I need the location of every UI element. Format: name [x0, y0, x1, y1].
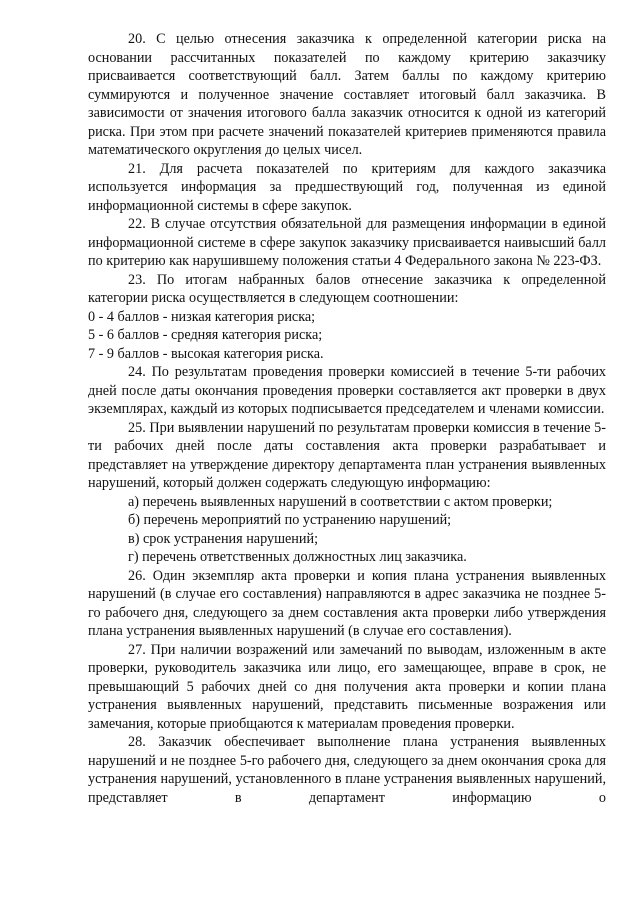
paragraph-27: 27. При наличии возражений или замечаний по выводам, изложенным в акте проверки, руководитель заказчика или лицо, его замещающее, вправе в срок, не превышающий 5 рабочих дней со дня получения акта проверки и копии плана устранения выявленных нарушений, представить письменные возражения или замечания, которые приобщаются к материалам проведения проверки. — [88, 641, 606, 732]
paragraph-28: 28. Заказчик обеспечивает выполнение плана устранения выявленных нарушений и не позднее 5-го рабочего дня, следующего за днем окончания срока для устранения нарушений, установленного в плане устранения выявленных нарушений, представляет в департамент информацию о — [88, 734, 606, 806]
list-item-c: в) срок устранения нарушений; — [128, 530, 319, 547]
paragraph-21: 21. Для расчета показателей по критериям для каждого заказчика используется информация за предшествующий год, полученная из единой информационной системы в сфере закупок. — [88, 160, 606, 214]
paragraph-22: 22. В случае отсутствия обязательной для размещения информации в единой информационной системе в сфере закупок заказчику присваивается наивысший балл по критерию как нарушившему положения статьи 4 Федерального закона № 223-ФЗ. — [88, 216, 606, 269]
risk-category-medium: 5 - 6 баллов - средняя категория риска; — [88, 327, 323, 343]
list-item-a: а) перечень выявленных нарушений в соответствии с актом проверки; — [128, 493, 553, 510]
paragraph-25: 25. При выявлении нарушений по результатам проверки комиссия в течение 5-ти рабочих дней после даты составления акта проверки разрабатывает и представляет на утверждение директору департамента план устранения выявленных нарушений, который должен содержать следующую информацию: — [88, 419, 606, 491]
paragraph-20: 20. С целью отнесения заказчика к определенной категории риска на основании рассчитанных показателей по каждому критерию заказчику присваивается соответствующий балл. Затем баллы по каждому критерию суммируются и полученное значение составляет итоговый балл заказчика. В зависимости от значения итогового балла заказчик относится к одной из категорий риска. При этом при расчете значений показателей критериев применяются правила математического округления до целых чисел. — [88, 31, 606, 158]
paragraph-23: 23. По итогам набранных балов отнесение заказчика к определенной категории риска осуществляется в следующем соотношении: — [88, 271, 606, 306]
risk-category-high: 7 - 9 баллов - высокая категория риска. — [88, 345, 324, 362]
paragraph-24: 24. По результатам проведения проверки комиссией в течение 5-ти рабочих дней после даты окончания проведения проверки составляется акт проверки в двух экземплярах, каждый из которых подписывается председателем и членами комиссии. — [88, 364, 606, 417]
list-item-b: б) перечень мероприятий по устранению нарушений; — [128, 512, 452, 528]
paragraph-26: 26. Один экземпляр акта проверки и копия плана устранения выявленных нарушений (в случае его составления) направляются в адрес заказчика не позднее 5-го рабочего дня, следующего за днем составления акта проверки либо утверждения плана устранения выявленных нарушений (в случае его составления). — [88, 567, 606, 639]
list-item-d: г) перечень ответственных должностных лиц заказчика. — [128, 549, 467, 565]
risk-category-low: 0 - 4 баллов - низкая категория риска; — [88, 308, 316, 325]
